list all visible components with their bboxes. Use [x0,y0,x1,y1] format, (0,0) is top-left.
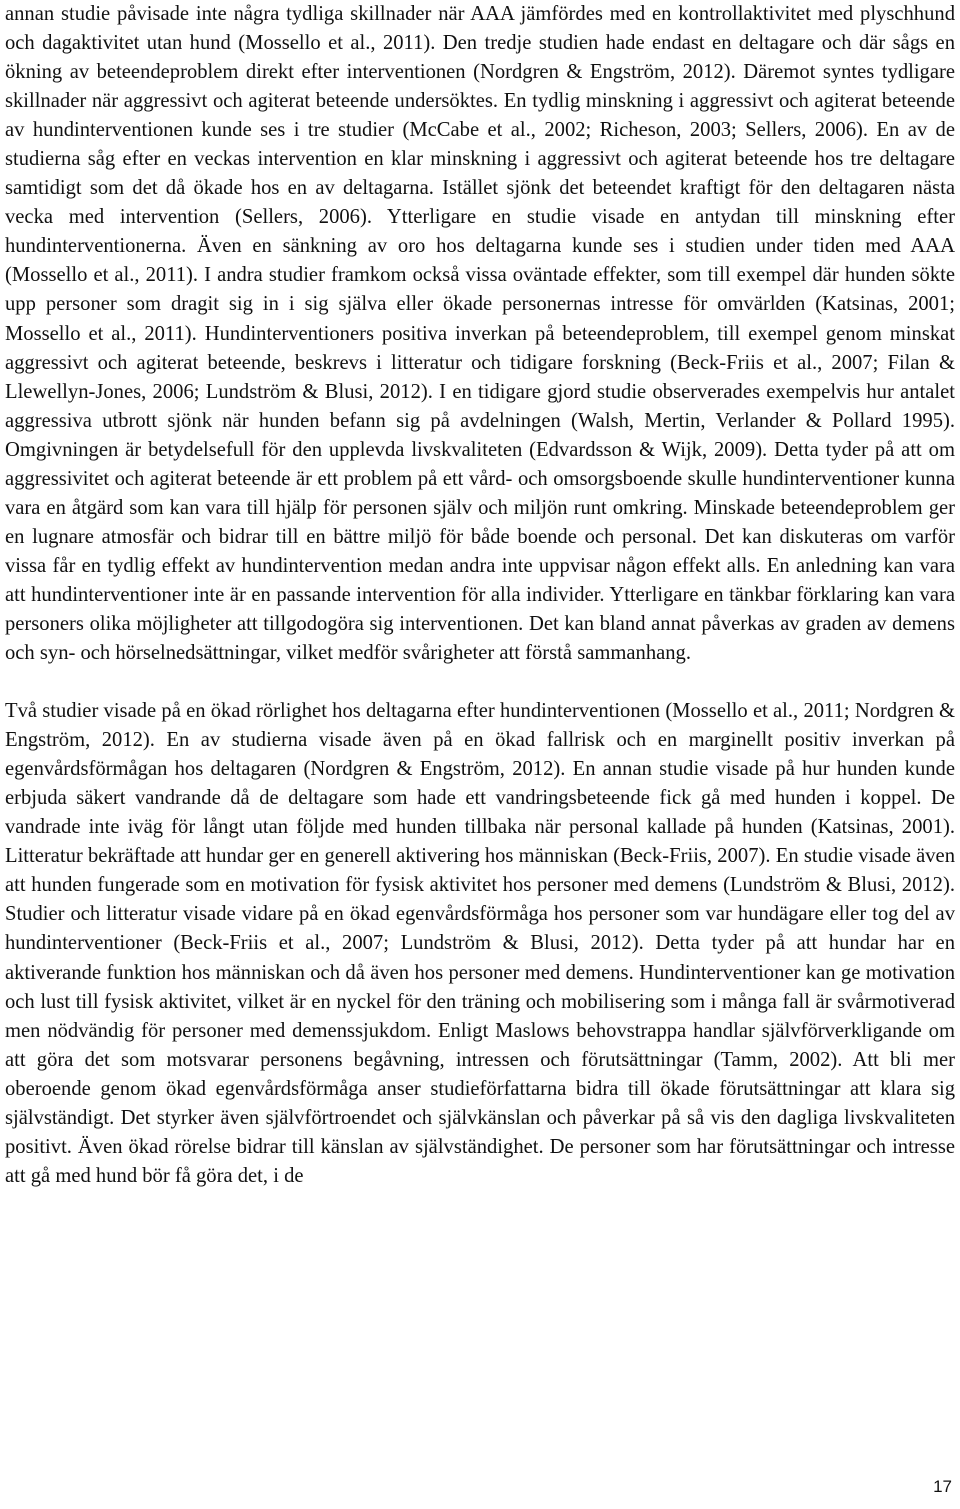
document-page [5,0,955,1191]
page-number: 17 [933,1477,952,1496]
paragraph-2: Två studier visade på en ökad rörlighet hos deltagarna efter hundinterventionen (Mossello et al., 2011; Nordgren & Engström, 2012). En av studierna visade även på en ökad fallrisk och en marginellt positiv inverkan på egenvårdsförmågan hos deltagaren (Nordgren & Engström, 2012). En annan studie visade på hur hunden kunde erbjuda säkert vandrande då de deltagare som hade ett vandringsbeteende fick gå med hunden i koppel. De vandrade inte iväg för långt utan följde med hunden tillbaka när personal kallade på hunden (Katsinas, 2001). Litteratur bekräftade att hundar ger en generell aktivering hos människan (Beck-Friis, 2007). En studie visade även att hunden fungerade som en motivation för fysisk aktivitet hos personer med demens (Lundström & Blusi, 2012). Studier och litteratur visade vidare på en ökad egenvårdsförmåga hos personer som var hundägare eller tog del av hundinterventioner (Beck-Friis et al., 2007; Lundström & Blusi, 2012). Detta tyder på att hundar har en aktiverande funktion hos människan och då även hos personer med demens. Hundinterventioner kan ge motivation och lust till fysisk aktivitet, vilket är en nyckel för den träning och mobilisering som i många fall är svårmotiverad men nödvändig för personer med demenssjukdom. Enligt Maslows behovstrappa handlar självförverkligande om att göra det som motsvarar personens begåvning, intressen och förutsättningar (Tamm, 2002). Att bli mer oberoende genom ökad egenvårdsförmåga anser studieförfattarna bidra till ökade förutsättningar att klara sig självständigt. Det styrker även självförtroendet och självkänslan och påverkar på så vis den dagliga livskvaliteten positivt. Även ökad rörelse bidrar till känslan av självständighet. De personer som har förutsättningar och intresse att gå med hund bör få göra det, i de [5,700,955,1187]
paragraph-1: annan studie påvisade inte några tydliga skillnader när AAA jämfördes med en kontrollaktivitet med plyschhund och dagaktivitet utan hund (Mossello et al., 2011). Den tredje studien hade endast en deltagare och där sågs en ökning av beteendeproblem direkt efter interventionen (Nordgren & Engström, 2012). Däremot syntes tydligare skillnader när aggressivt och agiterat beteende undersöktes. En tydlig minskning i aggressivt och agiterat beteende av hundinterventionen kunde ses i tre studier (McCabe et al., 2002; Richeson, 2003; Sellers, 2006). En av de studierna såg efter en veckas intervention en klar minskning i aggressivt och agiterat beteende hos tre deltagare samtidigt som det då ökade hos en av deltagarna. Istället sjönk det beteendet kraftigt för den deltagaren nästa vecka med intervention (Sellers, 2006). Ytterligare en studie visade en antydan till minskning efter hundinterventionerna. Även en sänkning av oro hos deltagarna kunde ses i studien under tiden med AAA (Mossello et al., 2011). I andra studier framkom också vissa oväntade effekter, som till exempel där hunden sökte upp personer som dragit sig in i sig själva eller ökade personernas intresse för omvärlden (Katsinas, 2001; Mossello et al., 2011). Hundinterventioners positiva inverkan på beteendeproblem, till exempel genom minskat aggressivt och agiterat beteende, beskrevs i litteratur och tidigare forskning (Beck-Friis et al., 2007; Filan & Llewellyn-Jones, 2006; Lundström & Blusi, 2012). I en tidigare gjord studie observerades exempelvis hur antalet aggressiva utbrott sjönk när hunden befann sig på avdelningen (Walsh, Mertin, Verlander & Pollard 1995). Omgivningen är betydelsefull för den upplevda livskvaliteten (Edvardsson & Wijk, 2009). Detta tyder på att om aggressivitet och agiterat beteende är ett problem på ett vård- och omsorgsboende skulle hundinterventioner kunna vara en åtgärd som kan vara till hjälp för personen själv och miljön runt omkring. Minskade beteendeproblem ger en lugnare atmosfär och bidrar till en bättre miljö för både boende och personal. Det kan diskuteras om varför vissa får en tydlig effekt av hundintervention medan andra inte uppvisar någon effekt alls. En anledning kan vara att hundinterventioner inte är en passande intervention för alla individer. Ytterligare en tänkbar förklaring kan vara personers olika möjligheter att tillgodogöra sig interventionen. Det kan bland annat påverkas av graden av demens och syn- och hörselnedsättningar, vilket medför svårigheter att förstå sammanhang. [5,3,955,665]
